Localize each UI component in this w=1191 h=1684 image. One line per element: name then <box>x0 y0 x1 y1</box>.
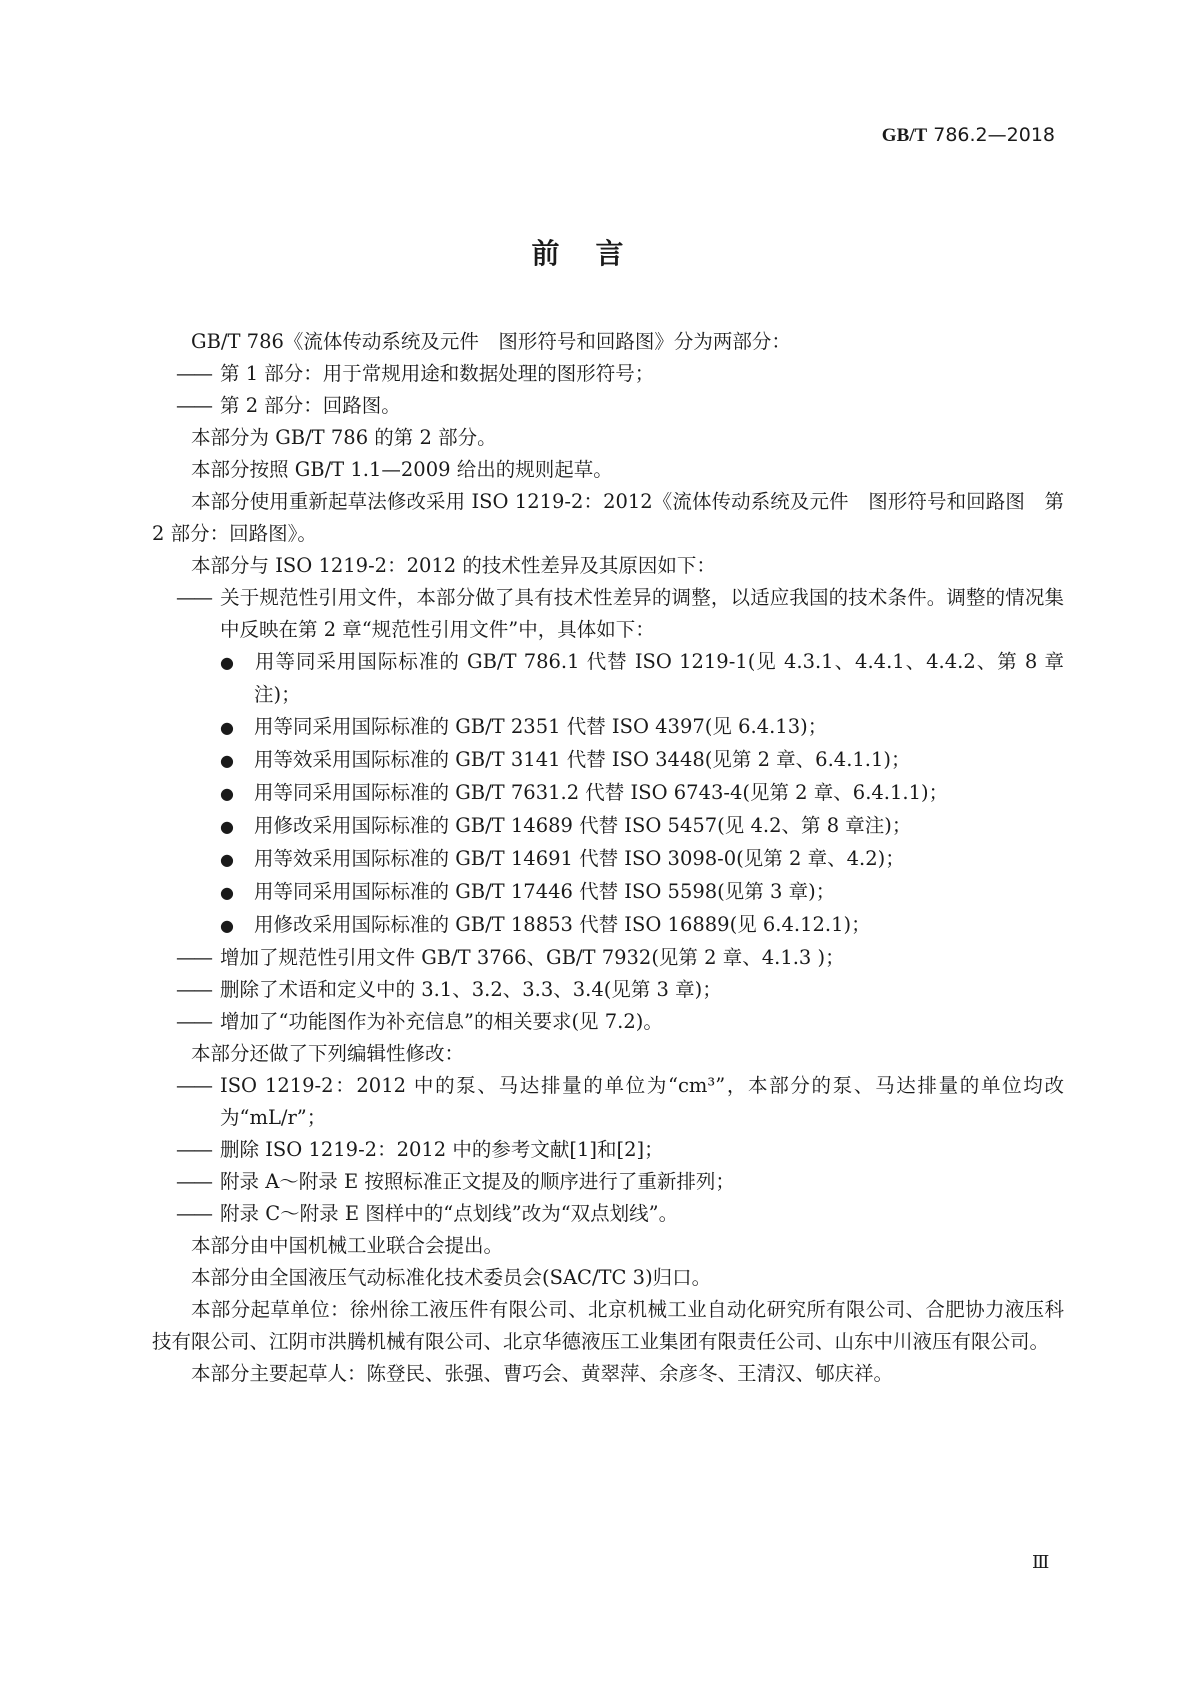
dash-marker: —— <box>176 1010 211 1033</box>
bullet-icon: ● <box>220 817 234 836</box>
paragraph: 本部分起草单位：徐州徐工液压件有限公司、北京机械工业自动化研究所有限公司、合肥协力液压科技有限公司、江阴市洪腾机械有限公司、北京华德液压工业集团有限责任公司、山东中川液压有限公司。 <box>152 1298 1064 1353</box>
bullet-item <box>152 744 1064 777</box>
dash-marker: —— <box>176 1170 211 1193</box>
dash-item-text: 附录 C～附录 E 图样中的“点划线”改为“双点划线”。 <box>220 1202 679 1225</box>
bullet-text: 用修改采用国际标准的 GB/T 14689 代替 ISO 5457(见 4.2、第 8 章注)； <box>254 814 912 837</box>
bullet-text: 用等同采用国际标准的 GB/T 7631.2 代替 ISO 6743-4(见第 2 章、6.4.1.1)； <box>254 781 949 804</box>
bullet-text: 用等同采用国际标准的 GB/T 2351 代替 ISO 4397(见 6.4.13)； <box>254 715 828 738</box>
dash-item-text: 删除了术语和定义中的 3.1、3.2、3.3、3.4(见第 3 章)； <box>220 978 722 1001</box>
bullet-text: 用等同采用国际标准的 GB/T 786.1 代替 ISO 1219-1(见 4.3.1、4.4.1、4.4.2、第 8 章注)； <box>254 650 1064 706</box>
dash-marker: —— <box>176 1074 211 1097</box>
bullet-text: 用等效采用国际标准的 GB/T 3141 代替 ISO 3448(见第 2 章、6.4.1.1)； <box>254 748 911 771</box>
paragraph: 本部分还做了下列编辑性修改： <box>191 1042 465 1065</box>
bullet-item <box>152 909 1064 942</box>
dash-marker: —— <box>176 978 211 1001</box>
bullet-icon: ● <box>220 850 234 869</box>
page-title: 前言 <box>531 237 660 270</box>
paragraph: GB/T 786《流体传动系统及元件 图形符号和回路图》分为两部分： <box>191 330 791 353</box>
bullet-text: 用修改采用国际标准的 GB/T 18853 代替 ISO 16889(见 6.4.12.1)； <box>254 913 871 936</box>
bullet-item <box>152 843 1064 876</box>
dash-item <box>152 1198 1064 1230</box>
bullet-icon: ● <box>220 751 234 770</box>
paragraph: 本部分按照 GB/T 1.1—2009 给出的规则起草。 <box>191 458 613 481</box>
bullet-icon: ● <box>220 718 234 737</box>
dash-item-text: 第 1 部分：用于常规用途和数据处理的图形符号； <box>220 362 655 385</box>
bullet-item <box>152 810 1064 843</box>
dash-marker: —— <box>176 1202 211 1225</box>
dash-item <box>152 1134 1064 1166</box>
paragraph: 本部分由全国液压气动标准化技术委员会(SAC/TC 3)归口。 <box>191 1266 712 1289</box>
dash-item <box>152 1166 1064 1198</box>
dash-item-text: 增加了规范性引用文件 GB/T 3766、GB/T 7932(见第 2 章、4.1.3 )； <box>220 946 845 969</box>
page-number: Ⅲ <box>1032 1552 1050 1573</box>
dash-item <box>152 582 1064 646</box>
paragraph: 本部分与 ISO 1219-2：2012 的技术性差异及其原因如下： <box>191 554 716 577</box>
foreword-body <box>152 326 1064 1390</box>
bullet-icon: ● <box>220 653 234 672</box>
dash-item <box>152 1070 1064 1134</box>
bullet-icon: ● <box>220 883 234 902</box>
bullet-item <box>152 711 1064 744</box>
dash-marker: —— <box>176 946 211 969</box>
bullet-item <box>152 777 1064 810</box>
paragraph: 本部分为 GB/T 786 的第 2 部分。 <box>191 426 497 449</box>
paragraph: 本部分由中国机械工业联合会提出。 <box>191 1234 504 1257</box>
dash-item <box>152 1006 1064 1038</box>
paragraph: 本部分使用重新起草法修改采用 ISO 1219-2：2012《流体传动系统及元件 图形符号和回路图 第 2 部分：回路图》。 <box>152 490 1064 545</box>
dash-item-text: ISO 1219-2：2012 中的泵、马达排量的单位为“cm³”，本部分的泵、马达排量的单位均改为“mL/r”； <box>220 1074 1064 1129</box>
dash-item-text: 增加了“功能图作为补充信息”的相关要求(见 7.2)。 <box>220 1010 663 1033</box>
dash-item <box>152 974 1064 1006</box>
dash-item <box>152 358 1064 390</box>
dash-item-text: 关于规范性引用文件，本部分做了具有技术性差异的调整，以适应我国的技术条件。调整的情况集中反映在第 2 章“规范性引用文件”中，具体如下： <box>220 586 1064 641</box>
dash-marker: —— <box>176 1138 211 1161</box>
dash-marker: —— <box>176 586 211 609</box>
dash-item-text: 附录 A～附录 E 按照标准正文提及的顺序进行了重新排列； <box>220 1170 735 1193</box>
bullet-icon: ● <box>220 916 234 935</box>
bullet-text: 用等同采用国际标准的 GB/T 17446 代替 ISO 5598(见第 3 章)； <box>254 880 836 903</box>
bullet-icon: ● <box>220 784 234 803</box>
dash-item-text: 删除 ISO 1219-2：2012 中的参考文献[1]和[2]； <box>220 1138 664 1161</box>
standard-code-number: 786.2—2018 <box>933 124 1055 146</box>
bullet-text: 用等效采用国际标准的 GB/T 14691 代替 ISO 3098-0(见第 2 章、4.2)； <box>254 847 905 870</box>
bullet-item <box>152 646 1064 711</box>
paragraph: 本部分主要起草人：陈登民、张强、曹巧会、黄翠萍、余彦冬、王清汉、郇庆祥。 <box>191 1362 894 1385</box>
dash-item-text: 第 2 部分：回路图。 <box>220 394 401 417</box>
dash-item <box>152 942 1064 974</box>
dash-marker: —— <box>176 362 211 385</box>
standard-code-header <box>882 124 1055 147</box>
dash-marker: —— <box>176 394 211 417</box>
bullet-item <box>152 876 1064 909</box>
standard-code-prefix: GB/T <box>881 125 928 146</box>
dash-item <box>152 390 1064 422</box>
